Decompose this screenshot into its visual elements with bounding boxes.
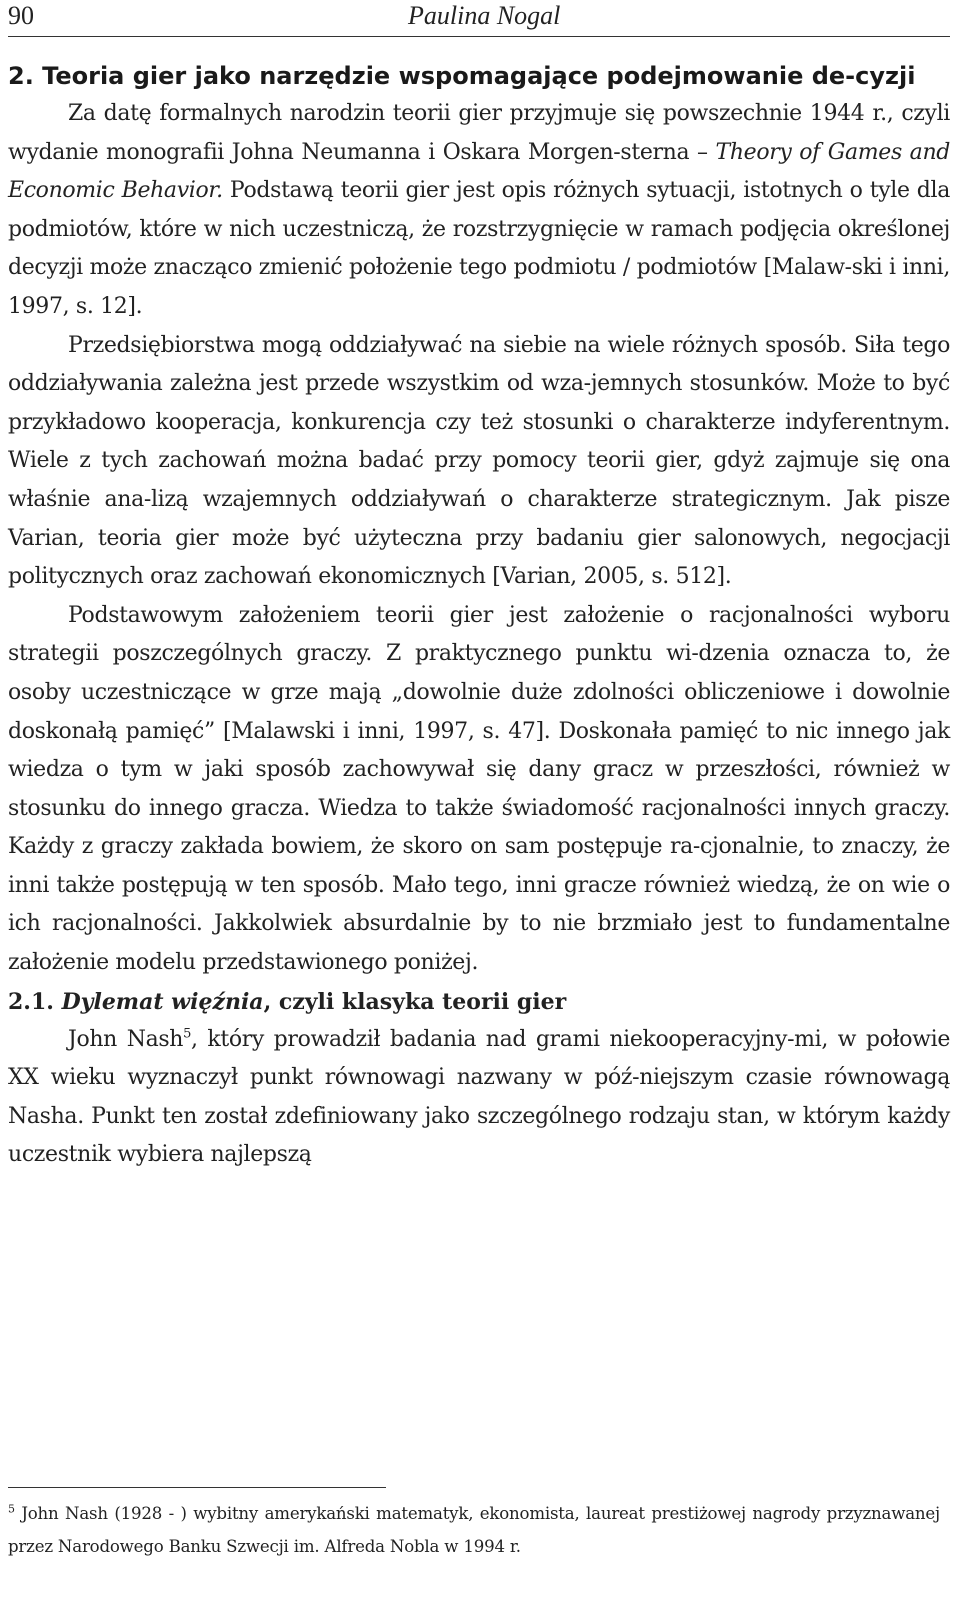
subsection-heading — [8, 983, 950, 1021]
subsection-number: 2.1. — [8, 988, 62, 1015]
running-header — [8, 0, 950, 37]
subsection-title-rest: , czyli klasyka teorii gier — [263, 988, 567, 1015]
paragraph-1 — [8, 95, 950, 327]
subsection-title-italic: Dylemat więźnia — [61, 988, 264, 1015]
paragraph-4-text-b: , który prowadził badania nad grami niekooperacyjny-mi, w połowie XX wieku wyznaczył punkt równowagi nazwany w póź-niejszym czasie równowagą Nasha. Punkt ten został zdefiniowany jako szczególnego rodzaju stan, w którym każdy uczestnik wybiera najlepszą — [8, 1026, 950, 1168]
paragraph-3: Podstawowym założeniem teorii gier jest założenie o racjonalności wyboru strategii poszczególnych graczy. Z praktycznego punktu wi-dzenia oznacza to, że osoby uczestniczące w grze mają „dowolnie duże zdolności obliczeniowe i dowolnie doskonałą pamięć” [Malawski i inni, 1997, s. 47]. Doskonała pamięć to nic innego jak wiedza o tym w jaki sposób zachowywał się dany gracz w przeszłości, również w stosunku do innego gracza. Wiedza to także świadomość racjonalności innych graczy. Każdy z graczy zakłada bowiem, że skoro on sam postępuje ra-cjonalnie, to znaczy, że inni także postępują w ten sposób. Mało tego, inni gracze również wiedzą, że on wie o ich racjonalności. Jakkolwiek absurdalnie by to nie brzmiało jest to fundamentalne założenie modelu przedstawionego poniżej. — [8, 602, 950, 976]
section-heading: 2. Teoria gier jako narzędzie wspomagające podejmowanie de-cyzji — [8, 62, 916, 90]
running-header-author: Paulina Nogal — [408, 1, 561, 30]
paragraph-4 — [8, 1021, 950, 1175]
paragraph-2: Przedsiębiorstwa mogą oddziaływać na siebie na wiele różnych sposób. Siła tego oddziaływania zależna jest przede wszystkim od wza-jemnych stosunków. Może to być przykładowo kooperacja, konkurencja czy też stosunki o charakterze indyferentnym. Wiele z tych zachowań można badać przy pomocy teorii gier, gdyż zajmuje się ona właśnie ana-lizą wzajemnych oddziaływań o charakterze strategicznym. Jak pisze Varian, teoria gier może być użyteczna przy badaniu gier salonowych, negocjacji politycznych oraz zachowań ekonomicznych [Varian, 2005, s. 512]. — [8, 332, 950, 590]
footnote-text: John Nash (1928 - ) wybitny amerykański matematyk, ekonomista, laureat prestiżowej nagrody przyznawanej przez Narodowego Banku Szwecji im. Alfreda Nobla w 1994 r. — [8, 1504, 940, 1556]
book-title: Theory of Games and Economic Behavior. — [8, 139, 951, 204]
footnote-mark: 5 — [8, 1502, 15, 1516]
footnote — [8, 1497, 940, 1563]
footnote-reference[interactable]: 5 — [183, 1026, 192, 1042]
paragraph-1-text-b: Podstawą teorii gier jest opis różnych sytuacji, istotnych o tyle dla podmiotów, które w nich uczestniczą, że rozstrzygnięcie w ramach podjęcia określonej decyzji może znacząco zmienić położenie tego podmiotu / podmiotów [Malaw-ski i inni, 1997, s. 12]. — [8, 178, 950, 319]
paragraph-1-text-a: Za datę formalnych narodzin teorii gier przyjmuje się powszechnie 1944 r., czyli wydanie monografii Johna Neumanna i Oskara Morgen-sterna – — [8, 101, 950, 165]
page-number: 90 — [8, 1, 34, 30]
paragraph-4-text-a: John Nash — [68, 1026, 184, 1052]
footnote-divider — [8, 1487, 386, 1488]
